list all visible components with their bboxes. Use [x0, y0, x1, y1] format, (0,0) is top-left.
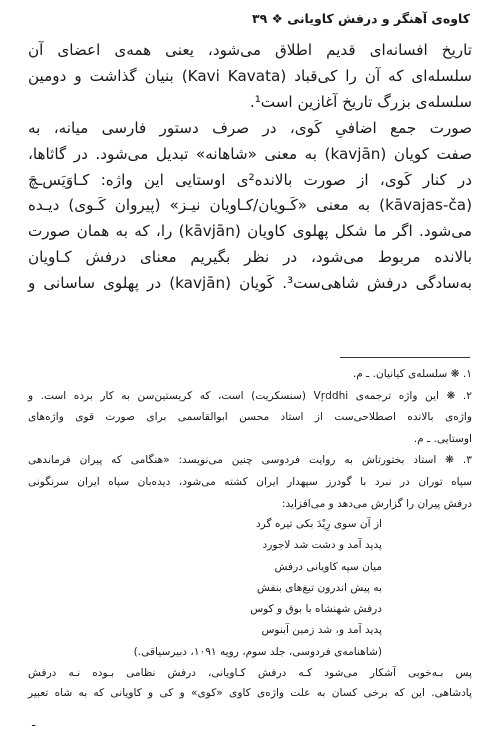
poem-quote [132, 514, 382, 663]
body-line: می‌شود. اگر ما شکل پهلوی کاویان (kāvjān) را، که به همان صورت [28, 222, 472, 241]
footnote-line: درفش پیران را گزارش می‌دهد و می‌افزاید: [281, 497, 472, 510]
poem-line: از آن سوی رِیْدَ بکی تیره گرد [255, 518, 382, 530]
footnote-line: واژه‌ی بالانده اصطلاحی‌ست از استاد محسن ابوالقاسمی برای صورت قوی واژه‌های [28, 411, 472, 424]
footnote-line: ۲. ❋ این واژه ترجمه‌ی Vŗddhi (سنسکریت) است، که کریستین‌سن به کار برده است. و [28, 389, 472, 402]
body-line: به‌سادگی درفش شاهی‌ست³. کَویان (kavjān) در پهلوی ساسانی و [28, 274, 472, 293]
body-line: صفت کویان (kavjān) به معنی «شاهانه» تبدیل می‌شود. در گاثاها، [28, 144, 472, 163]
body-line: (kāvajas-ča) به معنی «کَـویان/کـاویان نیـز» (پیروان کَـوی) دیـده [28, 196, 472, 215]
footnote-line: اوستایی. ـ م. [413, 432, 472, 445]
poem-citation: (شاهنامه‌ی فردوسی، جلد سوم، رویه ۱۰۹۱، دبیرسیاقی.) [133, 645, 382, 658]
body-line: سلسله‌ای که آن را کی‌قباد (Kavi Kavata) بنیان گذاشت و دومین [28, 66, 472, 85]
running-header: کاوه‌ی آهنگر و درفش کاویانی ❖ ۳۹ [252, 11, 470, 26]
footnote-line: پادشاهی. این که برخی کسان به علت واژه‌ی کاوی «کوی» و کی و کاویانی که به شاه تعبیر [28, 686, 472, 699]
poem-line: میان سپه کاویانی درفش [274, 560, 382, 573]
body-line: صورت جمع اضافیِ کَوی، در صرف دستور فارسی میانه، به [28, 118, 472, 137]
footnote-line: ۱. ❋ سلسله‌ی کیانیان. ـ م. [352, 368, 472, 380]
poem-line: پدید آمد و، شد زمین آبنوس [261, 624, 382, 637]
body-line: بالانده مربوط می‌شود، در نظر بگیریم معنای درفش کـاویان [28, 248, 472, 267]
footnote-line: پس بـه‌خوبی آشکار می‌شود کـه درفش کـاویانی، درفش نظامی بـوده نـه درفش [28, 667, 472, 679]
main-text [28, 38, 472, 297]
footnote-line: ۳. ❋ استاد بختورتاش به روایت فردوسی چنین می‌نویسد: «هنگامی که پیران فرماندهی [28, 454, 472, 467]
body-line: در کنار کَوی، از صورت بالانده²ی اوستایی این واژه: کـاوَیَس‌ـچَ [28, 170, 473, 189]
footnote-separator [340, 357, 470, 358]
footnotes [28, 364, 472, 515]
footnote-continuation [28, 664, 472, 703]
poem-line: درفش شهنشاه با بوق و کوس [250, 603, 382, 616]
body-line: سلسله‌ی بزرگ تاریخ آغازین است¹. [249, 92, 472, 111]
footnote-line: سپاه توران در نبرد با گودرز سپهدار ایران کشته می‌شود، دیده‌بان سپاه ایران سرنگونی [28, 475, 472, 488]
body-line: تاریخ افسانه‌ای قدیم اطلاق می‌شود، یعنی همه‌ی اعضای آن [28, 41, 472, 59]
poem-line: پدید آمد و دشت شد لاجورد [262, 539, 382, 552]
continuation-mark: ـ [32, 716, 36, 729]
poem-line: به پیش اندرون تیغ‌های بنفش [256, 581, 382, 594]
